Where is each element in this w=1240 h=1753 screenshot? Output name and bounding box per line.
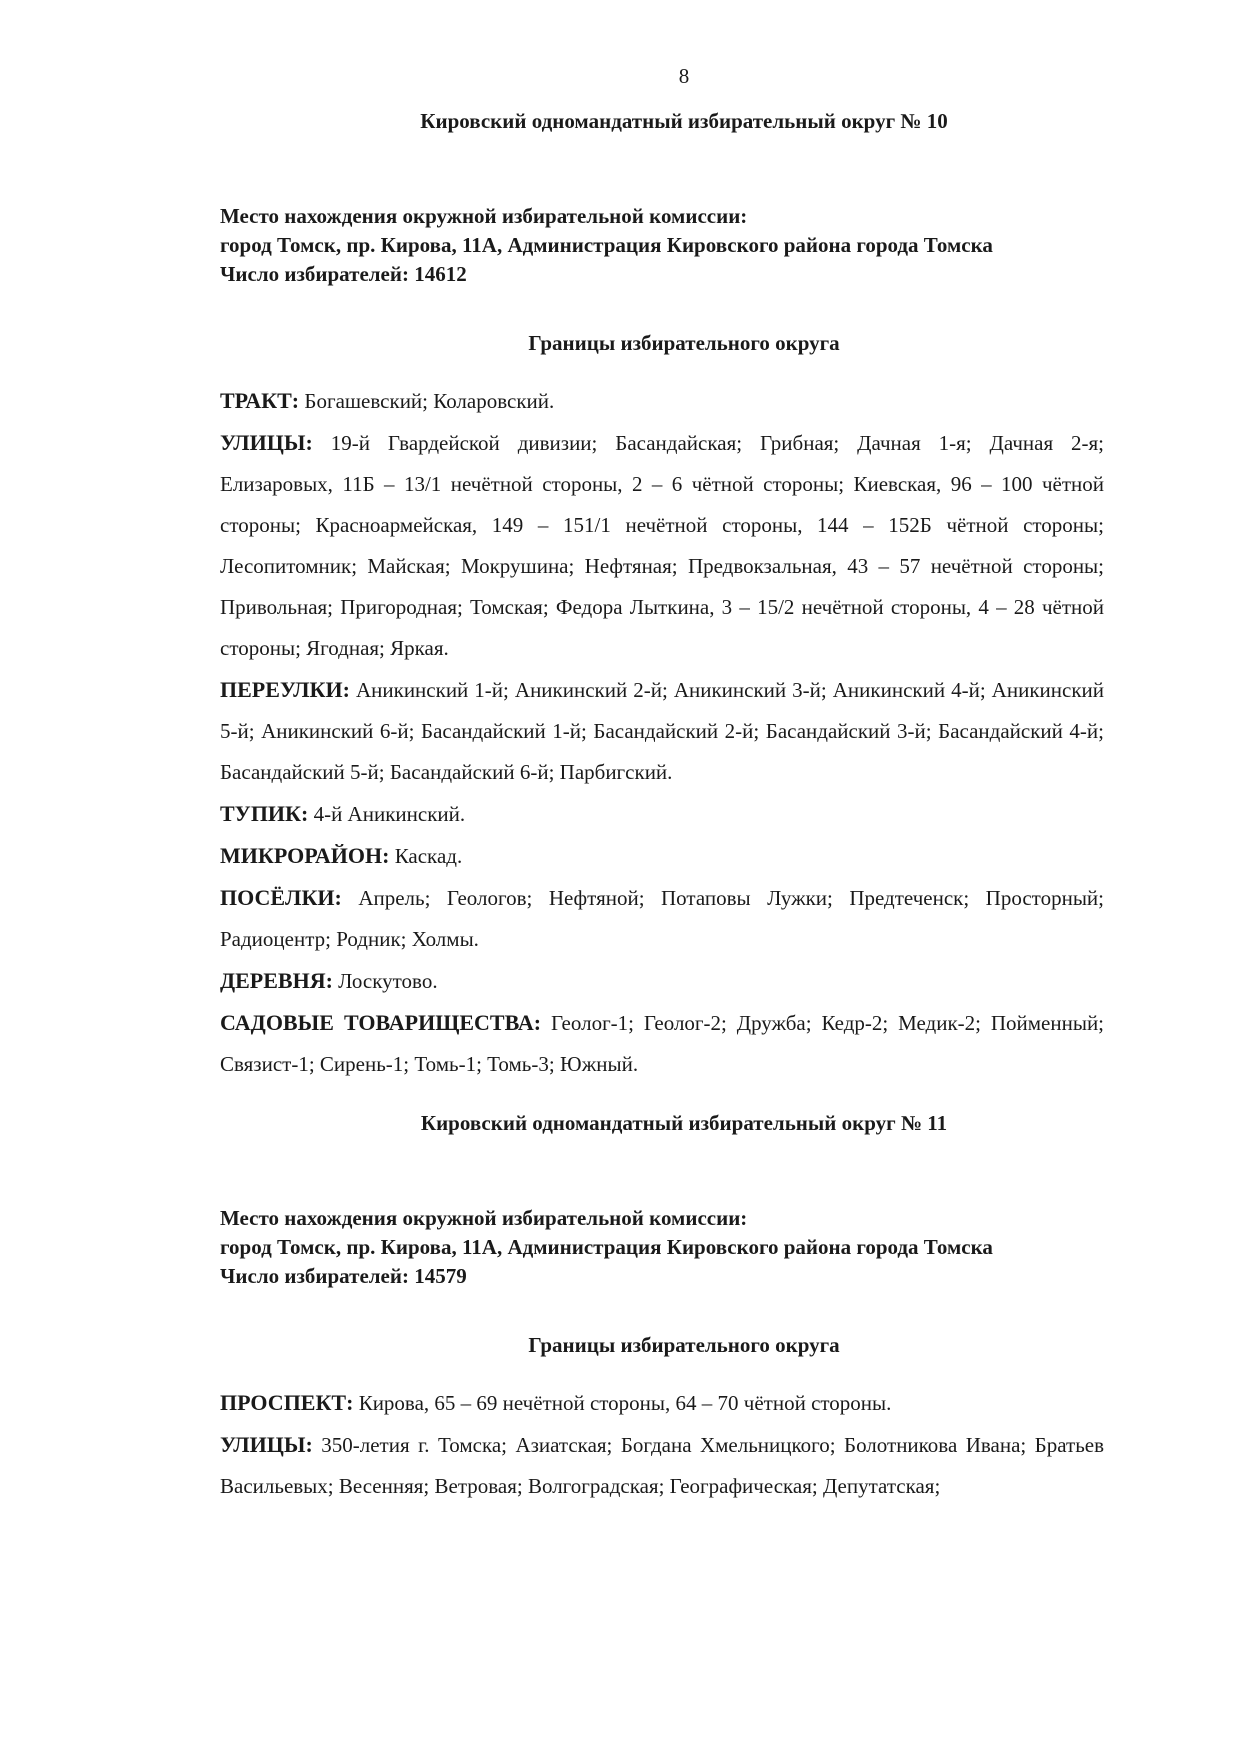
boundary-entry-tract xyxy=(220,380,1104,422)
entry-text: Богашевский; Коларовский. xyxy=(304,389,555,413)
entry-label: ПОСЁЛКИ: xyxy=(220,885,342,910)
entry-text: 4-й Аникинский. xyxy=(313,802,466,826)
boundary-entry-avenue xyxy=(220,1382,1104,1424)
boundaries-title: Границы избирательного округа xyxy=(528,1333,840,1357)
entry-label: ТУПИК: xyxy=(220,801,309,826)
entry-text: Геолог-1; Геолог-2; Дружба; Кедр-2; Медик-2; Пойменный; Связист-1; Сирень-1; Томь-1; Томь-3; Южный. xyxy=(220,1011,1105,1076)
entry-text: Лоскутово. xyxy=(338,969,438,993)
district-section-10 xyxy=(220,109,1104,1085)
entry-label: ТРАКТ: xyxy=(220,388,300,413)
boundary-entry-village xyxy=(220,960,1104,1002)
commission-info xyxy=(220,1204,1104,1291)
entry-label: УЛИЦЫ: xyxy=(220,1432,313,1457)
commission-heading: Место нахождения окружной избирательной комиссии: xyxy=(220,1206,748,1230)
commission-address: город Томск, пр. Кирова, 11А, Администрация Кировского района города Томска xyxy=(220,233,993,257)
district-title: Кировский одномандатный избирательный округ № 11 xyxy=(420,1111,948,1135)
boundary-entry-deadend xyxy=(220,793,1104,835)
entry-text: Апрель; Геологов; Нефтяной; Потаповы Лужки; Предтеченск; Просторный; Радиоцентр; Родник; Холмы. xyxy=(220,886,1104,951)
district-section-11 xyxy=(220,1111,1104,1507)
entry-label: ДЕРЕВНЯ: xyxy=(220,968,333,993)
commission-info xyxy=(220,202,1104,289)
entry-text: Кирова, 65 – 69 нечётной стороны, 64 – 70 чётной стороны. xyxy=(358,1391,892,1415)
entry-label: ПРОСПЕКТ: xyxy=(220,1390,354,1415)
entry-label: ПЕРЕУЛКИ: xyxy=(220,677,350,702)
entry-text: 350-летия г. Томска; Азиатская; Богдана Хмельницкого; Болотникова Ивана; Братьев Васильевых; Весенняя; Ветровая; Волгоградская; Географическая; Депутатская; xyxy=(220,1433,1105,1498)
commission-address: город Томск, пр. Кирова, 11А, Администрация Кировского района города Томска xyxy=(220,1235,993,1259)
entry-text: Аникинский 1-й; Аникинский 2-й; Аникинский 3-й; Аникинский 4-й; Аникинский 5-й; Аникинский 6-й; Басандайский 1-й; Басандайский 2-й; Басандайский 3-й; Басандайский 4-й; Басандайский 5-й; Басандайский 6-й; Парбигский. xyxy=(220,678,1105,784)
boundary-entry-settlements xyxy=(220,877,1104,960)
entry-label: МИКРОРАЙОН: xyxy=(220,843,390,868)
voters-count: Число избирателей: 14612 xyxy=(220,262,467,286)
boundary-entry-lanes xyxy=(220,669,1104,793)
boundary-entry-microdistrict xyxy=(220,835,1104,877)
entry-label: УЛИЦЫ: xyxy=(220,430,313,455)
boundary-entry-streets xyxy=(220,422,1104,669)
boundary-entry-garden-partnerships xyxy=(220,1002,1104,1085)
page-number: 8 xyxy=(678,64,690,88)
entry-label: САДОВЫЕ ТОВАРИЩЕСТВА: xyxy=(220,1010,542,1035)
boundaries-title: Границы избирательного округа xyxy=(528,331,840,355)
district-title: Кировский одномандатный избирательный округ № 10 xyxy=(420,109,948,133)
commission-heading: Место нахождения окружной избирательной комиссии: xyxy=(220,204,748,228)
entry-text: Каскад. xyxy=(394,844,463,868)
voters-count: Число избирателей: 14579 xyxy=(220,1264,467,1288)
entry-text: 19-й Гвардейской дивизии; Басандайская; Грибная; Дачная 1-я; Дачная 2-я; Елизаровых, 11Б – 13/1 нечётной стороны, 2 – 6 чётной стороны; Киевская, 96 – 100 чётной стороны; Красноармейская, 149 – 151/1 нечётной стороны, 144 – 152Б чётной стороны; Лесопитомник; Майская; Мокрушина; Нефтяная; Предвокзальная, 43 – 57 нечётной стороны; Привольная; Пригородная; Томская; Федора Лыткина, 3 – 15/2 нечётной стороны, 4 – 28 чётной стороны; Ягодная; Яркая. xyxy=(220,431,1105,660)
boundary-entry-streets xyxy=(220,1424,1104,1507)
